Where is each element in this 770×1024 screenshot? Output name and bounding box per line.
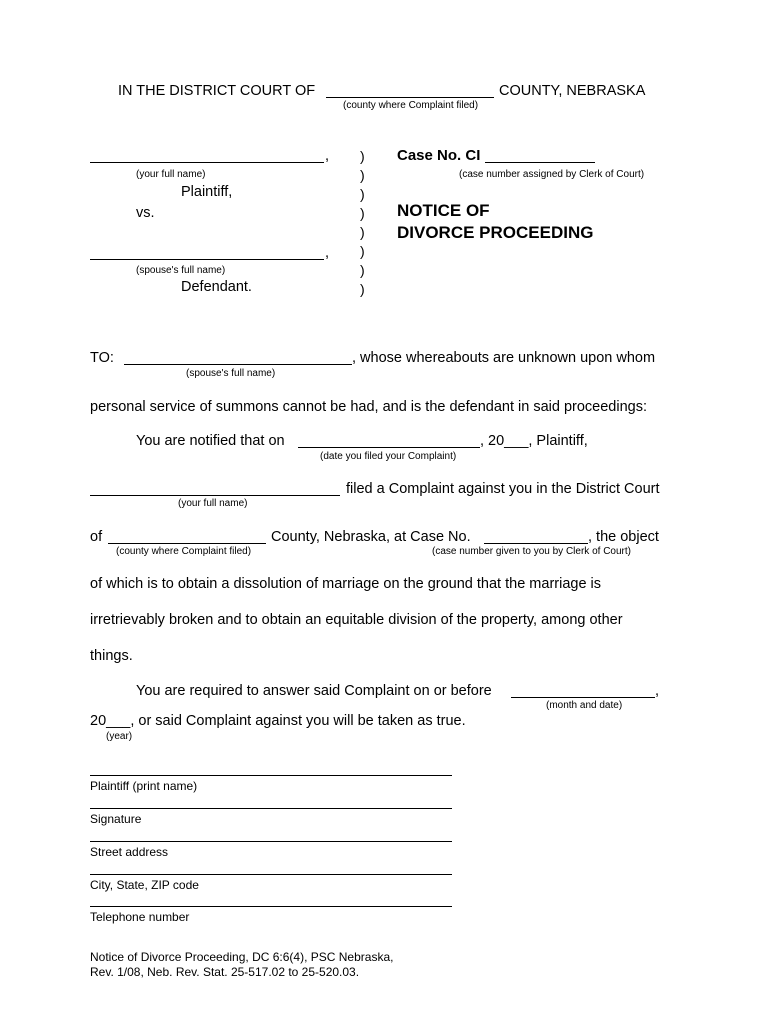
- doc-title-line1: NOTICE OF: [397, 201, 490, 220]
- to-hint: (spouse's full name): [186, 368, 276, 379]
- footer-line2: Rev. 1/08, Neb. Rev. Stat. 25-517.02 to 25-520.03.: [90, 965, 360, 979]
- vs-label: vs.: [136, 205, 155, 221]
- caption-paren: ): [360, 224, 365, 240]
- footer-line1: Notice of Divorce Proceeding, DC 6:6(4), PSC Nebraska,: [90, 950, 394, 964]
- of-suffix: , the object: [588, 529, 659, 545]
- case-no-field-2[interactable]: [484, 543, 588, 544]
- answer-date-field[interactable]: [511, 697, 655, 698]
- to-name-field[interactable]: [124, 364, 352, 365]
- plaintiff-label: Plaintiff,: [181, 184, 233, 200]
- of-county-hint: (county where Complaint filed): [116, 546, 252, 557]
- answer-prefix: You are required to answer said Complaint on or before: [136, 683, 492, 699]
- year-line: 20___, or said Complaint against you will be taken as true.: [90, 713, 466, 729]
- comma: ,: [325, 245, 330, 261]
- caption-paren: ): [360, 243, 365, 259]
- caption-paren: ): [360, 148, 365, 164]
- notified-suffix: , 20___, Plaintiff,: [480, 433, 588, 449]
- defendant-label: Defendant.: [181, 279, 252, 295]
- notified-hint: (date you filed your Complaint): [320, 451, 457, 462]
- caption-paren: ): [360, 205, 365, 221]
- filed-date-field[interactable]: [298, 447, 480, 448]
- to-suffix: , whose whereabouts are unknown upon whom: [352, 350, 656, 366]
- plaintiff-name-hint: (your full name): [136, 169, 206, 180]
- defendant-name-field[interactable]: [90, 259, 324, 260]
- body-line2: personal service of summons cannot be had, and is the defendant in said proceedings:: [90, 399, 647, 415]
- signature-label: City, State, ZIP code: [90, 878, 199, 892]
- to-label: TO:: [90, 350, 114, 366]
- of-middle: County, Nebraska, at Case No.: [271, 529, 471, 545]
- county-field-2[interactable]: [108, 543, 266, 544]
- of-prefix: of: [90, 529, 103, 545]
- para-line1: of which is to obtain a dissolution of marriage on the ground that the marriage is: [90, 576, 602, 592]
- answer-hint: (month and date): [546, 700, 623, 711]
- comma: ,: [325, 148, 330, 164]
- caption-paren: ): [360, 186, 365, 202]
- plaintiff-name-field[interactable]: [90, 162, 324, 163]
- county-field[interactable]: [326, 97, 494, 98]
- case-no-hint: (case number assigned by Clerk of Court): [459, 169, 645, 180]
- signature-label: Plaintiff (print name): [90, 779, 198, 793]
- signature-field[interactable]: [90, 808, 452, 809]
- city-state-zip-field[interactable]: [90, 874, 452, 875]
- case-no-field[interactable]: [485, 162, 595, 163]
- year-hint: (year): [106, 731, 133, 742]
- street-address-field[interactable]: [90, 841, 452, 842]
- defendant-name-hint: (spouse's full name): [136, 265, 226, 276]
- doc-title-line2: DIVORCE PROCEEDING: [397, 223, 594, 242]
- court-suffix: COUNTY, NEBRASKA: [499, 83, 646, 99]
- telephone-field[interactable]: [90, 906, 452, 907]
- case-no-label: Case No. CI: [397, 147, 481, 164]
- notified-prefix: You are notified that on: [136, 433, 285, 449]
- court-prefix: IN THE DISTRICT COURT OF: [118, 83, 316, 99]
- plaintiff-print-name-field[interactable]: [90, 775, 452, 776]
- of-case-hint: (case number given to you by Clerk of Court): [432, 546, 631, 557]
- signature-label: Street address: [90, 845, 169, 859]
- signature-label: Signature: [90, 812, 142, 826]
- caption-paren: ): [360, 167, 365, 183]
- signature-label: Telephone number: [90, 910, 190, 924]
- filed-suffix: filed a Complaint against you in the District Court: [346, 481, 660, 497]
- caption-paren: ): [360, 262, 365, 278]
- county-hint: (county where Complaint filed): [343, 100, 479, 111]
- filer-name-field[interactable]: [90, 495, 340, 496]
- para-line2: irretrievably broken and to obtain an equitable division of the property, among other: [90, 612, 623, 628]
- filed-hint: (your full name): [178, 498, 248, 509]
- caption-paren: ): [360, 281, 365, 297]
- para-line3: things.: [90, 648, 133, 664]
- answer-suffix: ,: [655, 683, 660, 699]
